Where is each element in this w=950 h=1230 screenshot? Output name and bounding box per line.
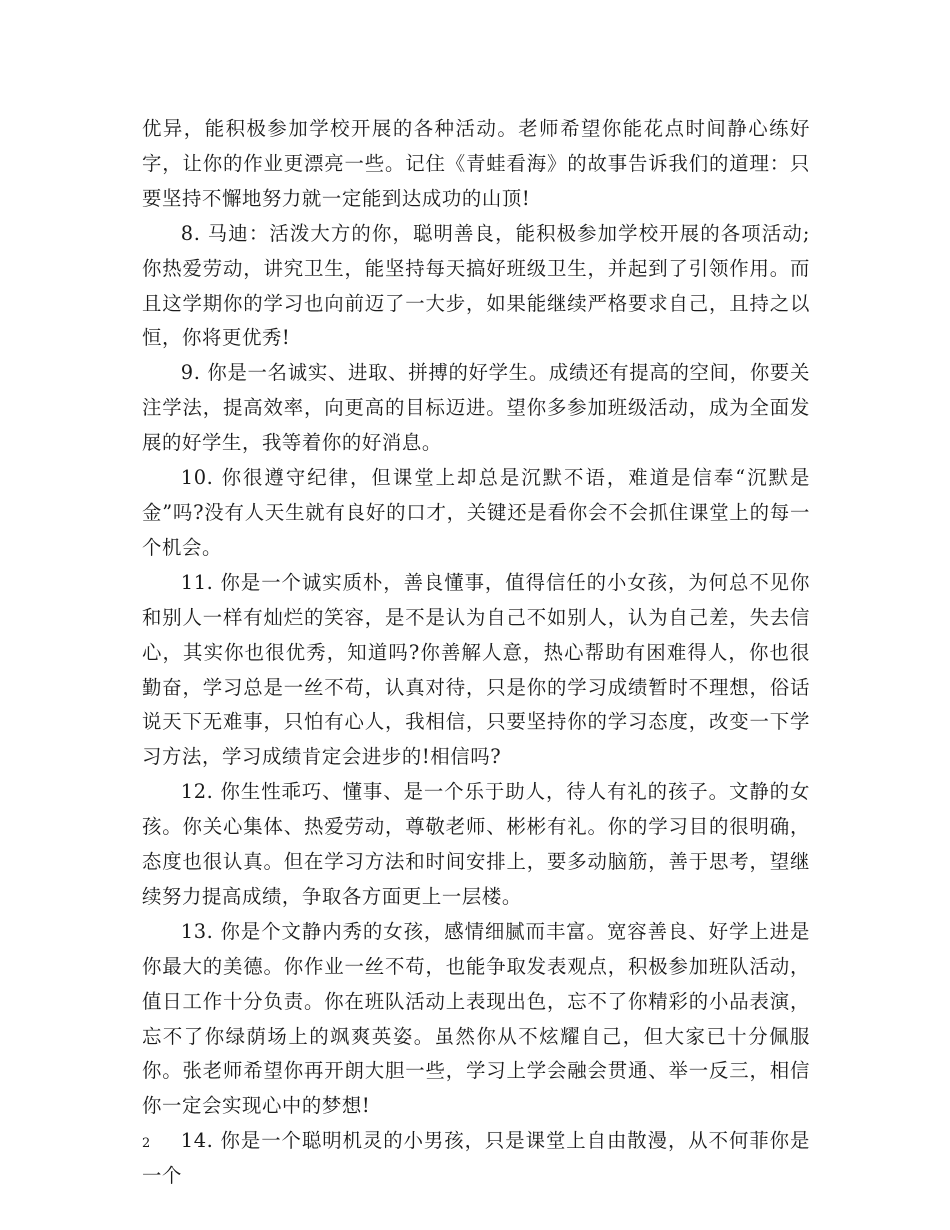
page-number: 2 [142,1136,151,1151]
paragraph-continuation: 优异，能积极参加学校开展的各种活动。老师希望你能花点时间静心练好字，让你的作业更漂亮一些。记住《青蛙看海》的故事告诉我们的道理：只要坚持不懈地努力就一定能到达成功的山顶! [142,117,810,210]
paragraph-comment-8: 8. 马迪：活泼大方的你，聪明善良，能积极参加学校开展的各项活动;你热爱劳动，讲究卫生，能坚持每天搞好班级卫生，并起到了引领作用。而且这学期你的学习也向前迈了一大步，如果能继续严格要求自己，且持之以恒，你将更优秀! [142,221,810,350]
paragraph-comment-11: 11. 你是一个诚实质朴，善良懂事，值得信任的小女孩，为何总不见你和别人一样有灿烂的笑容，是不是认为自己不如别人，认为自己差，失去信心，其实你也很优秀，知道吗?你善解人意，热心帮助有困难得人，你也很勤奋，学习总是一丝不苟，认真对待，只是你的学习成绩暂时不理想，俗话说天下无难事，只怕有心人，我相信，只要坚持你的学习态度，改变一下学习方法，学习成绩肯定会进步的!相信吗? [142,570,810,769]
paragraph-comment-10: 10. 你很遵守纪律，但课堂上却总是沉默不语，难道是信奉“沉默是金”吗?没有人天生就有良好的口才，关键还是看你会不会抓住课堂上的每一个机会。 [142,466,810,559]
document-body [142,112,810,1194]
paragraph-comment-9: 9. 你是一名诚实、进取、拼搏的好学生。成绩还有提高的空间，你要关注学法，提高效率，向更高的目标迈进。望你多参加班级活动，成为全面发展的好学生，我等着你的好消息。 [142,361,810,455]
paragraph-comment-14: 14. 你是一个聪明机灵的小男孩，只是课堂上自由散漫，从不何菲你是一个 [142,1129,810,1188]
paragraph-comment-13: 13. 你是个文静内秀的女孩，感情细腻而丰富。宽容善良、好学上进是你最大的美德。你作业一丝不苟，也能争取发表观点，积极参加班队活动，值日工作十分负责。你在班队活动上表现出色，忘不了你精彩的小品表演，忘不了你绿荫场上的飒爽英姿。虽然你从不炫耀自己，但大家已十分佩服你。张老师希望你再开朗大胆一些，学习上学会融会贯通、举一反三，相信你一定会实现心中的梦想! [142,919,810,1118]
paragraph-comment-12: 12. 你生性乖巧、懂事、是一个乐于助人，待人有礼的孩子。文静的女孩。你关心集体、热爱劳动，尊敬老师、彬彬有礼。你的学习目的很明确，态度也很认真。但在学习方法和时间安排上，要多动脑筋，善于思考，望继续努力提高成绩，争取各方面更上一层楼。 [142,780,810,908]
